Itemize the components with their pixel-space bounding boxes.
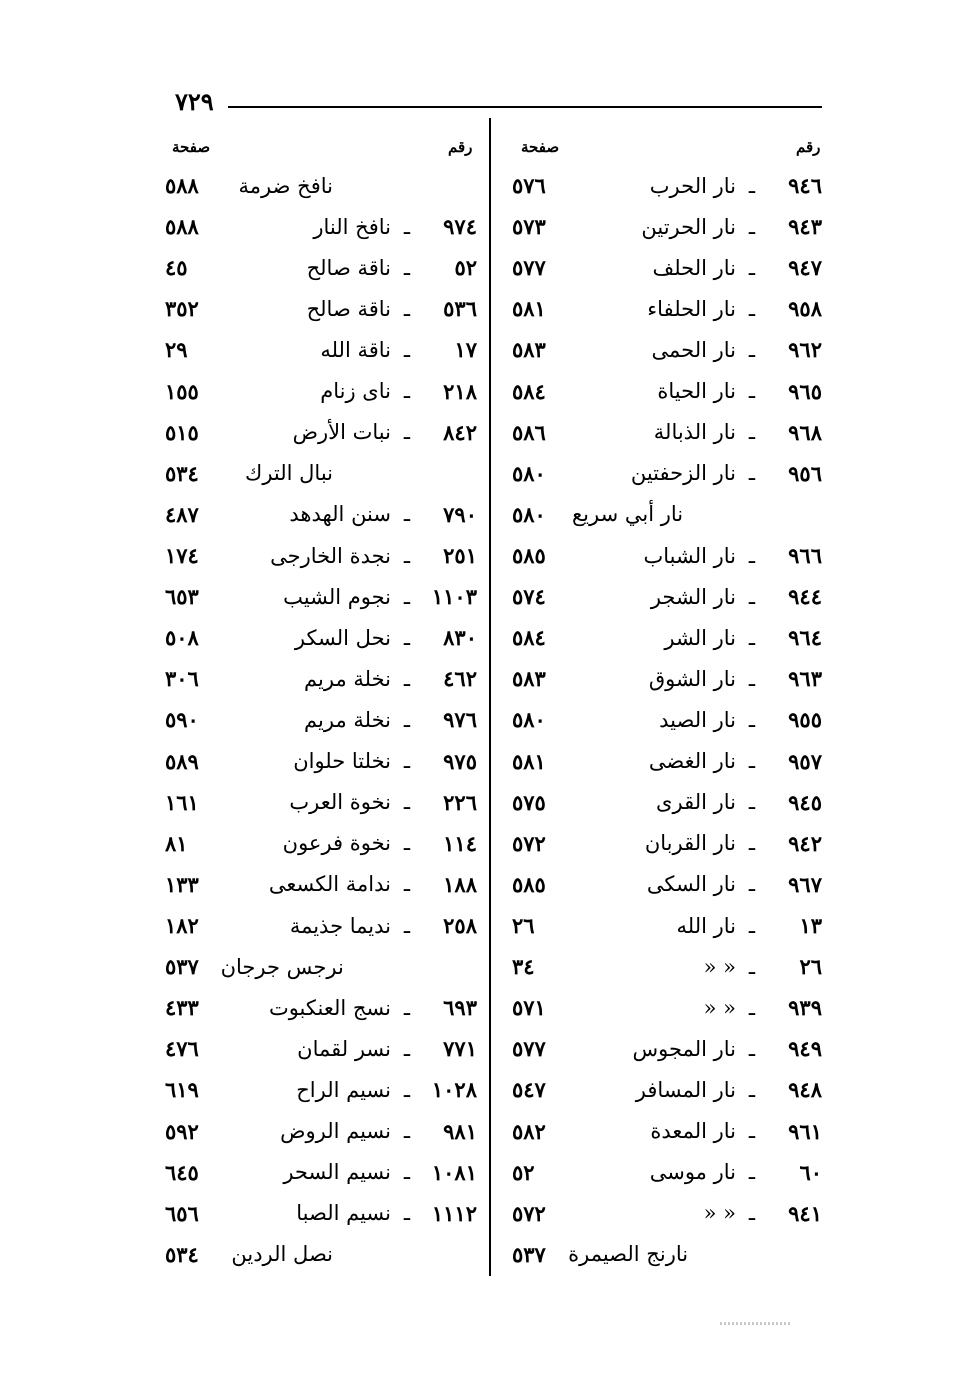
entry-page: ٥٧٧ xyxy=(512,255,546,281)
entry-dash: ـ xyxy=(403,1201,411,1226)
entry-number: ٩٦١ xyxy=(788,1118,822,1144)
entry-title: نار المجوس xyxy=(632,1036,736,1061)
entry-title: نخلة مريم xyxy=(304,707,391,732)
entry-title: نبال الترك xyxy=(245,461,333,486)
entry-number: ٩٦٤ xyxy=(788,625,822,651)
entry-page: ٥٠٨ xyxy=(165,625,199,651)
entry-page: ٥٨١ xyxy=(512,296,546,322)
entry-number: ٩٤٢ xyxy=(788,830,822,856)
entry-page: ٥٧٢ xyxy=(512,1200,546,1226)
entry-number: ٧٩٠ xyxy=(443,501,477,527)
entry-page: ١٨٢ xyxy=(165,913,199,939)
entry-title: نافخ النار xyxy=(313,214,391,239)
index-entry xyxy=(165,329,477,370)
entry-number: ٩٧٤ xyxy=(443,214,477,240)
entry-page: ٥٧١ xyxy=(512,995,546,1021)
entry-title: نار الشجر xyxy=(650,584,736,609)
entry-page: ٢٩ xyxy=(165,337,188,363)
entry-page: ٥٢ xyxy=(512,1159,535,1185)
entry-number: ١٧ xyxy=(454,337,477,363)
index-entry xyxy=(165,1111,477,1152)
entry-dash: ـ xyxy=(748,1201,756,1226)
entry-page: ٦٥٦ xyxy=(165,1200,199,1226)
entry-title: نار الغضى xyxy=(648,749,736,774)
entry-dash: ـ xyxy=(748,337,756,362)
right-column-page-header: صفحة xyxy=(521,138,560,156)
index-entry xyxy=(165,823,477,864)
entry-dash: ـ xyxy=(748,173,756,198)
entry-page: ١٧٤ xyxy=(165,543,199,569)
entry-dash: ـ xyxy=(748,461,756,486)
entry-title: نخوة فرعون xyxy=(282,831,391,856)
entry-number: ٩٥٥ xyxy=(788,707,822,733)
page-number: ٧٢٩ xyxy=(175,87,214,116)
index-entry xyxy=(165,946,477,987)
entry-dash: ـ xyxy=(403,625,411,650)
entry-dash: ـ xyxy=(748,954,756,979)
entry-title: نار الشر xyxy=(664,625,736,650)
entry-dash: ـ xyxy=(748,296,756,321)
entry-title: نافخ ضرمة xyxy=(238,173,333,198)
index-entry xyxy=(165,453,477,494)
entry-dash: ـ xyxy=(403,379,411,404)
index-entry xyxy=(165,658,477,699)
entry-page: ٥٨٥ xyxy=(512,543,546,569)
entry-title: نار الشباب xyxy=(643,543,736,568)
entry-number: ٦٠ xyxy=(799,1159,822,1185)
index-entry xyxy=(165,1069,477,1110)
entry-title: نار السكى xyxy=(646,872,736,897)
entry-page: ٣٥٢ xyxy=(165,296,199,322)
index-entry xyxy=(512,494,822,535)
index-entry xyxy=(165,247,477,288)
entry-dash: ـ xyxy=(403,420,411,445)
entry-number: ١٠٨١ xyxy=(431,1159,477,1185)
index-entry xyxy=(512,823,822,864)
entry-number: ٩٦٣ xyxy=(788,666,822,692)
entry-dash: ـ xyxy=(403,666,411,691)
entry-number: ٩٨١ xyxy=(443,1118,477,1144)
entry-title: ناقة الله xyxy=(320,337,391,362)
index-entry xyxy=(512,288,822,329)
entry-page: ٣٠٦ xyxy=(165,666,199,692)
entry-dash: ـ xyxy=(403,296,411,321)
entry-dash: ـ xyxy=(748,1160,756,1185)
index-entry xyxy=(512,946,822,987)
index-entry xyxy=(165,1193,477,1234)
entry-number: ٥٣٦ xyxy=(443,296,477,322)
entry-page: ٥٧٤ xyxy=(512,584,546,610)
index-entry xyxy=(512,741,822,782)
entry-number: ٨٣٠ xyxy=(443,625,477,651)
entry-title: نار الحلفاء xyxy=(647,296,736,321)
entry-title: نديما جذيمة xyxy=(289,913,391,938)
entry-number: ٧٧١ xyxy=(443,1036,477,1062)
entry-page: ٥٣٧ xyxy=(165,954,199,980)
entry-title: ناى زنام xyxy=(320,379,391,404)
index-entry xyxy=(512,658,822,699)
entry-dash: ـ xyxy=(403,749,411,774)
entry-title: نجوم الشيب xyxy=(283,584,391,609)
entry-dash: ـ xyxy=(403,214,411,239)
entry-title: نخلة مريم xyxy=(304,666,391,691)
entry-number: ٩٦٨ xyxy=(788,419,822,445)
entry-title: نار الزحفتين xyxy=(630,461,736,486)
entry-number: ٢٥٨ xyxy=(443,913,477,939)
entry-title: نخوة العرب xyxy=(289,790,391,815)
entry-page: ٦١٩ xyxy=(165,1077,199,1103)
entry-title: نار القربان xyxy=(644,831,736,856)
entry-page: ٥٨٣ xyxy=(512,666,546,692)
entry-number: ٤٦٢ xyxy=(443,666,477,692)
index-entry xyxy=(512,412,822,453)
index-entry xyxy=(512,1234,822,1275)
entry-number: ٢٥١ xyxy=(443,543,477,569)
entry-page: ٥٨٥ xyxy=(512,871,546,897)
entry-dash: ـ xyxy=(748,707,756,732)
entry-page: ٥٣٤ xyxy=(165,1241,199,1267)
entry-title: نحل السكر xyxy=(294,625,391,650)
entry-page: ٥٨٠ xyxy=(512,501,546,527)
entry-number: ٩٥٧ xyxy=(788,748,822,774)
entry-title: نار أبي سريع xyxy=(572,502,684,527)
index-entry xyxy=(165,288,477,329)
entry-number: ٩٥٨ xyxy=(788,296,822,322)
entry-title: نار الله xyxy=(676,913,736,938)
entry-page: ١٥٥ xyxy=(165,378,199,404)
entry-title: نار الصيد xyxy=(659,707,736,732)
entry-number: ٩٤٩ xyxy=(788,1036,822,1062)
entry-title: نبات الأرض xyxy=(292,420,391,445)
left-column-number-header: رقم xyxy=(448,138,473,156)
entry-page: ٦٥٣ xyxy=(165,584,199,610)
entry-number: ٩٤٧ xyxy=(788,255,822,281)
index-entry xyxy=(165,1152,477,1193)
index-entry xyxy=(512,1069,822,1110)
entry-number: ٩٦٢ xyxy=(788,337,822,363)
entry-number: ٩٤١ xyxy=(788,1200,822,1226)
entry-number: ٢٦ xyxy=(799,954,822,980)
index-entry xyxy=(512,206,822,247)
entry-page: ٥٨٤ xyxy=(512,378,546,404)
entry-page: ١٣٣ xyxy=(165,871,199,897)
entry-title: ناقة صالح xyxy=(306,255,391,280)
entry-page: ٥١٥ xyxy=(165,419,199,445)
entry-title: سنن الهدهد xyxy=(289,502,391,527)
index-entry xyxy=(512,1152,822,1193)
column-divider xyxy=(489,118,491,1276)
entry-title: نرجس جرجان xyxy=(220,954,344,979)
entry-page: ٥٨٨ xyxy=(165,214,199,240)
entry-dash: ـ xyxy=(403,707,411,732)
entry-dash: ـ xyxy=(748,995,756,1020)
entry-dash: ـ xyxy=(748,584,756,609)
entry-dash: ـ xyxy=(748,790,756,815)
entry-number: ٩٧٦ xyxy=(443,707,477,733)
index-entry xyxy=(512,987,822,1028)
index-entry xyxy=(165,1028,477,1069)
entry-title: نار الذبالة xyxy=(653,420,736,445)
entry-dash: ـ xyxy=(748,913,756,938)
entry-number: ٩٦٧ xyxy=(788,871,822,897)
index-entry xyxy=(165,494,477,535)
entry-page: ٥٧٥ xyxy=(512,789,546,815)
index-entry xyxy=(512,535,822,576)
index-entry xyxy=(165,206,477,247)
entry-page: ٣٤ xyxy=(512,954,535,980)
entry-title: نجدة الخارجى xyxy=(270,543,391,568)
entry-dash: ـ xyxy=(403,872,411,897)
entry-dash: ـ xyxy=(748,666,756,691)
entry-dash: ـ xyxy=(748,1119,756,1144)
index-entry xyxy=(165,987,477,1028)
entry-number: ٩٤٤ xyxy=(788,584,822,610)
header-rule xyxy=(228,106,822,108)
entry-page: ٥٨٢ xyxy=(512,1118,546,1144)
entry-page: ٥٤٧ xyxy=(512,1077,546,1103)
entry-title: نسيم الصبا xyxy=(296,1201,391,1226)
index-entry xyxy=(512,371,822,412)
entry-number: ٩٣٩ xyxy=(788,995,822,1021)
entry-dash: ـ xyxy=(403,337,411,362)
entry-page: ٤٨٧ xyxy=(165,501,199,527)
entry-number: ٨٤٢ xyxy=(443,419,477,445)
entry-title: نار المسافر xyxy=(635,1077,736,1102)
entry-dash: ـ xyxy=(748,379,756,404)
entry-number: ٥٢ xyxy=(454,255,477,281)
entry-dash: ـ xyxy=(748,872,756,897)
entry-dash: ـ xyxy=(748,420,756,445)
index-entry xyxy=(165,371,477,412)
entry-title: نصل الردين xyxy=(231,1242,333,1267)
index-entry xyxy=(165,864,477,905)
entry-title: نار الحرتين xyxy=(641,214,736,239)
entry-page: ٦٤٥ xyxy=(165,1159,199,1185)
entry-dash: ـ xyxy=(748,543,756,568)
index-entry xyxy=(512,864,822,905)
entry-title: نخلتا حلوان xyxy=(293,749,391,774)
entry-number: ٩٤٣ xyxy=(788,214,822,240)
index-entry xyxy=(165,905,477,946)
entry-title: نسيم السحر xyxy=(283,1160,391,1185)
index-entry xyxy=(165,576,477,617)
entry-page: ٥٧٣ xyxy=(512,214,546,240)
left-column-page-header: صفحة xyxy=(172,138,211,156)
index-entry xyxy=(165,1234,477,1275)
entry-page: ٥٨١ xyxy=(512,748,546,774)
index-entry xyxy=(512,1111,822,1152)
entry-dash: ـ xyxy=(748,831,756,856)
entry-title: نسيم الراح xyxy=(296,1077,391,1102)
entry-page: ٥٨٠ xyxy=(512,460,546,486)
entry-dash: ـ xyxy=(748,255,756,280)
index-entry xyxy=(165,782,477,823)
entry-number: ٩٧٥ xyxy=(443,748,477,774)
entry-number: ١٨٨ xyxy=(443,871,477,897)
entry-title: نسيم الروض xyxy=(280,1119,391,1144)
index-column-left xyxy=(165,165,477,1275)
entry-dash: ـ xyxy=(403,1160,411,1185)
entry-dash: ـ xyxy=(403,255,411,280)
entry-dash: ـ xyxy=(403,543,411,568)
index-entry xyxy=(512,329,822,370)
entry-number: ١٣ xyxy=(799,913,822,939)
entry-title: « « xyxy=(703,954,736,979)
entry-dash: ـ xyxy=(748,214,756,239)
entry-title: ناقة صالح xyxy=(306,296,391,321)
entry-number: ٩٤٨ xyxy=(788,1077,822,1103)
entry-number: ١١١٢ xyxy=(431,1200,477,1226)
entry-page: ٤٧٦ xyxy=(165,1036,199,1062)
entry-page: ٥٣٧ xyxy=(512,1241,546,1267)
entry-dash: ـ xyxy=(403,913,411,938)
entry-number: ٩٥٦ xyxy=(788,460,822,486)
entry-number: ٩٦٥ xyxy=(788,378,822,404)
entry-page: ٥٣٤ xyxy=(165,460,199,486)
entry-title: « « xyxy=(703,995,736,1020)
entry-title: « « xyxy=(703,1201,736,1226)
index-entry xyxy=(165,165,477,206)
index-entry xyxy=(512,905,822,946)
entry-number: ١١٠٣ xyxy=(431,584,477,610)
entry-title: نار الحرب xyxy=(649,173,736,198)
entry-dash: ـ xyxy=(403,995,411,1020)
entry-dash: ـ xyxy=(403,1036,411,1061)
entry-page: ٥٩٢ xyxy=(165,1118,199,1144)
index-entry xyxy=(512,699,822,740)
entry-title: نار الحياة xyxy=(657,379,736,404)
index-entry xyxy=(512,247,822,288)
entry-page: ٨١ xyxy=(165,830,188,856)
entry-number: ٢٢٦ xyxy=(443,789,477,815)
index-entry xyxy=(165,741,477,782)
entry-page: ٥٨٤ xyxy=(512,625,546,651)
index-entry xyxy=(512,617,822,658)
entry-dash: ـ xyxy=(403,1119,411,1144)
entry-title: نار المعدة xyxy=(650,1119,736,1144)
scan-artifact xyxy=(720,1322,790,1325)
entry-dash: ـ xyxy=(748,1036,756,1061)
index-entry xyxy=(165,412,477,453)
right-column-number-header: رقم xyxy=(796,138,821,156)
entry-dash: ـ xyxy=(748,625,756,650)
entry-number: ٩٤٦ xyxy=(788,173,822,199)
index-entry xyxy=(512,1028,822,1069)
entry-dash: ـ xyxy=(748,749,756,774)
entry-page: ٥٨٩ xyxy=(165,748,199,774)
entry-title: نسر لقمان xyxy=(297,1036,391,1061)
entry-page: ٥٩٠ xyxy=(165,707,199,733)
entry-number: ١١٤ xyxy=(443,830,477,856)
entry-number: ٢١٨ xyxy=(443,378,477,404)
entry-dash: ـ xyxy=(403,502,411,527)
index-entry xyxy=(512,576,822,617)
entry-page: ٥٨٨ xyxy=(165,173,199,199)
entry-dash: ـ xyxy=(403,790,411,815)
entry-title: نار موسى xyxy=(649,1160,736,1185)
entry-number: ٩٤٥ xyxy=(788,789,822,815)
index-entry xyxy=(165,699,477,740)
entry-title: ندامة الكسعى xyxy=(268,872,391,897)
entry-page: ٥٨٦ xyxy=(512,419,546,445)
index-entry xyxy=(512,453,822,494)
entry-page: ١٦١ xyxy=(165,789,199,815)
entry-title: نار الحلف xyxy=(652,255,736,280)
entry-title: نسج العنكبوت xyxy=(268,995,391,1020)
entry-page: ٥٧٦ xyxy=(512,173,546,199)
entry-page: ٥٧٧ xyxy=(512,1036,546,1062)
index-entry xyxy=(165,617,477,658)
entry-dash: ـ xyxy=(403,1077,411,1102)
index-entry xyxy=(512,165,822,206)
entry-title: نار القرى xyxy=(656,790,736,815)
entry-title: نار الحمى xyxy=(651,337,736,362)
index-entry xyxy=(165,535,477,576)
entry-number: ٦٩٣ xyxy=(443,995,477,1021)
entry-title: نارنج الصيمرة xyxy=(568,1242,689,1267)
index-entry xyxy=(512,1193,822,1234)
index-column-right xyxy=(512,165,822,1275)
entry-dash: ـ xyxy=(748,1077,756,1102)
entry-page: ٥٨٠ xyxy=(512,707,546,733)
entry-page: ٢٦ xyxy=(512,913,535,939)
entry-page: ٥٨٣ xyxy=(512,337,546,363)
entry-title: نار الشوق xyxy=(648,666,736,691)
entry-page: ٤٥ xyxy=(165,255,188,281)
entry-dash: ـ xyxy=(403,584,411,609)
entry-number: ١٠٢٨ xyxy=(431,1077,477,1103)
entry-dash: ـ xyxy=(403,831,411,856)
entry-page: ٤٣٣ xyxy=(165,995,199,1021)
index-entry xyxy=(512,782,822,823)
entry-page: ٥٧٢ xyxy=(512,830,546,856)
entry-number: ٩٦٦ xyxy=(788,543,822,569)
